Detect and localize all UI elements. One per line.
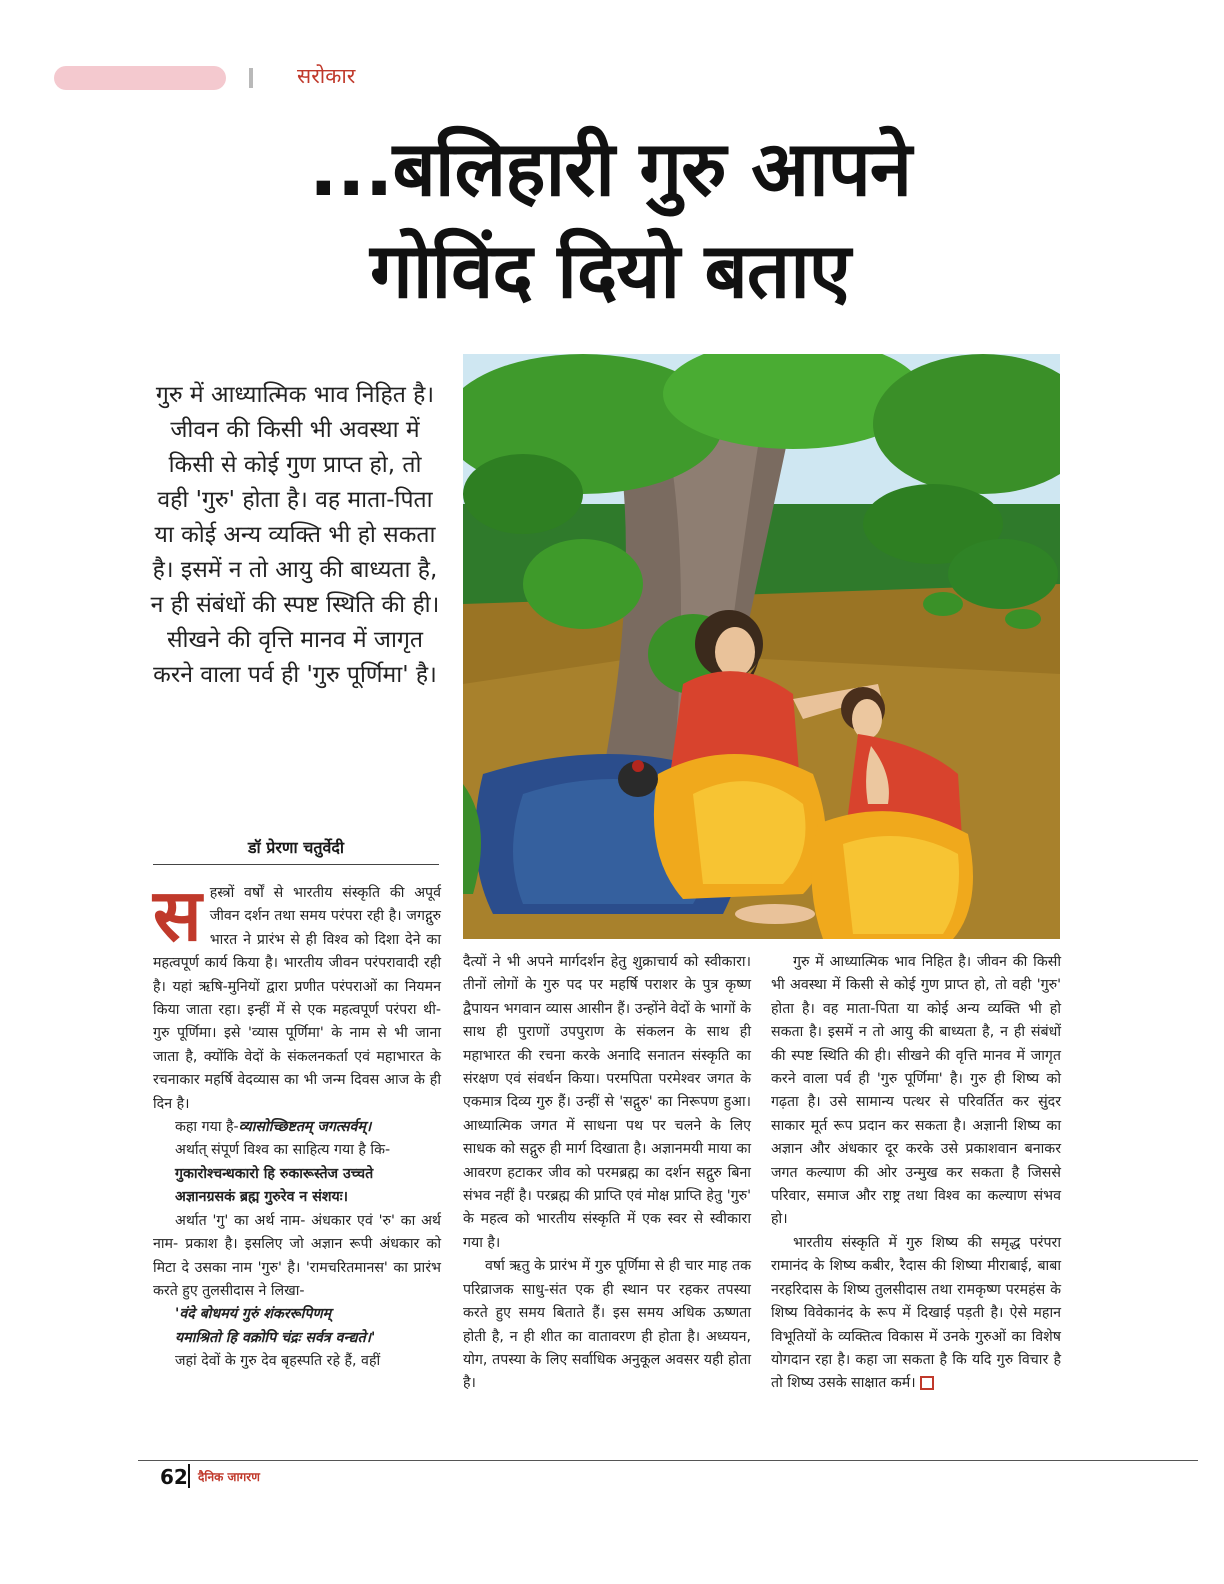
article-column-1: [153, 873, 441, 1374]
column2-paragraph-1: दैत्यों ने भी अपने मार्गदर्शन हेतु शुक्राचार्य को स्वीकारा। तीनों लोगों के गुरु पद पर महर्षि पराशर के पुत्र कृष्ण द्वैपायन भगवान व्यास आसीन हैं। उन्होंने वेदों के भागों के साथ ही पुराणों उपपुराण के संकलन के साथ ही महाभारत की रचना करके अनादि सनातन संस्कृति का संरक्षण एवं संवर्धन किया। परमपिता परमेश्वर जगत के एकमात्र दिव्य गुरु हैं। उन्हीं से 'सद्गुरु' का निरूपण हुआ। आध्यात्मिक जगत में साधना पथ पर चलने के लिए साधक को सद्गुरु ही मार्ग दिखाता है। अज्ञानमयी माया का आवरण हटाकर जीव को परमब्रह्म का दर्शन सद्गुरु बिना संभव नहीं है। परब्रह्म की प्राप्ति एवं मोक्ष प्राप्ति हेतु 'गुरु' के महत्व को भारतीय संस्कृति में एक स्वर से स्वीकारा गया है।: [463, 954, 751, 1251]
footer-rule: [138, 1460, 1198, 1461]
headline-line-1: ...बलिहारी गुरु आपने: [308, 124, 912, 213]
section-pill: [54, 66, 226, 90]
footer-divider: [188, 1464, 190, 1488]
end-mark-icon: [920, 1376, 934, 1390]
verse-line-1: गुकारोश्चन्धकारो हि रुकारूस्तेज उच्चते: [175, 1165, 374, 1182]
headline-line-2: गोविंद दियो बताए: [370, 226, 850, 315]
column1-paragraph-2: [153, 1116, 441, 1139]
quote-lead: कहा गया है-: [175, 1119, 239, 1136]
publication-logo: दैनिक जागरण: [198, 1470, 260, 1484]
verse-line-2: अज्ञानग्रसकं ब्रह्म गुरुरेव न संशयः।: [175, 1189, 348, 1206]
column1-paragraph-3: अर्थात् संपूर्ण विश्व का साहित्य गया है कि-: [175, 1142, 391, 1159]
column2-paragraph-2: वर्षा ऋतु के प्रारंभ में गुरु पूर्णिमा से ही चार माह तक परिव्राजक साधु-संत एक ही स्थान पर रहकर तपस्या करते हुए समय बिताते हैं। इस समय अधिक ऊष्णता होती है, न ही शीत का वातावरण ही होता है। अध्ययन, योग, तपस्या के लिए सर्वाधिक अनुकूल अवसर यही होता है।: [463, 1258, 751, 1392]
column3-paragraph-2: [771, 1232, 1061, 1396]
drop-cap: स: [153, 873, 202, 957]
column1-paragraph-1: हस्त्रों वर्षों से भारतीय संस्कृति की अपूर्व जीवन दर्शन तथा समय परंपरा रही है। जगद्गुरु भारत ने प्रारंभ से ही विश्व को दिशा देने का महत्वपूर्ण कार्य किया है। भारतीय जीवन परंपरावादी रही है। यहां ऋषि-मुनियों द्वारा प्रणीत परंपराओं का नियमन किया जाता रहा। इन्हीं में से एक महत्वपूर्ण परंपरा थी- गुरु पूर्णिमा। इसे 'व्यास पूर्णिमा' के नाम से भी जाना जाता है, क्योंकि वेदों के संकलनकर्ता एवं महाभारत के रचनाकार महर्षि वेदव्यास का भी जन्म दिवस आज के ही दिन है।: [153, 885, 441, 1112]
byline: डॉ प्रेरणा चतुर्वेदी: [153, 836, 439, 865]
column1-paragraph-4: अर्थात 'गु' का अर्थ नाम- अंधकार एवं 'रु' का अर्थ नाम- प्रकाश है। इसलिए जो अज्ञान रूपी अंधकार को मिटा दे उसका नाम 'गुरु' है। 'रामचरितमानस' का प्रारंभ करते हुए तुलसीदास ने लिखा-: [153, 1212, 441, 1299]
article-column-2: [463, 951, 751, 1396]
ramcharitmanas-quote-1: 'वंदे बोधमयं गुरुं शंकररूपिणम्: [175, 1306, 332, 1323]
column3-paragraph-1: गुरु में आध्यात्मिक भाव निहित है। जीवन की किसी भी अवस्था में किसी से कोई गुण प्राप्त हो, तो वही 'गुरु' होता है। वह माता-पिता या कोई अन्य व्यक्ति भी हो सकता है। इसमें न तो आयु की बाध्यता है, न ही संबंधों की स्पष्ट स्थिति की ही। सीखने की वृत्ति मानव में जागृत करने वाला पर्व ही 'गुरु पूर्णिमा' है। गुरु ही शिष्य को गढ़ता है। उसे सामान्य पत्थर से परिवर्तित कर सुंदर साकार मूर्त रूप प्रदान कर सकता है। अज्ञानी शिष्य का अज्ञान और अंधकार दूर करके उसे प्रकाशवान बनाकर जगत कल्याण की ओर उन्मुख कर सकता है जिससे परिवार, समाज और राष्ट्र तथा विश्व का कल्याण संभव हो।: [771, 954, 1061, 1228]
column3-paragraph-2-text: भारतीय संस्कृति में गुरु शिष्य की समृद्ध परंपरा रामानंद के शिष्य कबीर, रैदास की शिष्या मीराबाई, बाबा नरहरिदास के शिष्य तुलसीदास तथा रामकृष्ण परमहंस के शिष्य विवेकानंद के रूप में दिखाई पड़ती है। ऐसे महान विभूतियों के व्यक्तित्व विकास में उनके गुरुओं का विशेष योगदान रहा है। कहा जा सकता है कि यदि गुरु विचार है तो शिष्य उसके साक्षात कर्म।: [771, 1234, 1061, 1392]
headline: [200, 118, 1020, 322]
article-column-3: [771, 951, 1061, 1396]
intro-pullquote: गुरु में आध्यात्मिक भाव निहित है। जीवन की किसी भी अवस्था में किसी से कोई गुण प्राप्त हो, तो वही 'गुरु' होता है। वह माता-पिता या कोई अन्य व्यक्ति भी हो सकता है। इसमें न तो आयु की बाध्यता है, न ही संबंधों की स्पष्ट स्थिति की ही। सीखने की वृत्ति मानव में जागृत करने वाला पर्व ही 'गुरु पूर्णिमा' है।: [150, 382, 440, 688]
guru-disciple-illustration: [463, 354, 1060, 939]
header-divider: [249, 68, 253, 88]
column1-paragraph-5: जहां देवों के गुरु देव बृहस्पति रहे हैं, वहीं: [175, 1353, 381, 1370]
sanskrit-quote: व्यासोच्छिष्टतम् जगत्सर्वम्।: [238, 1119, 372, 1136]
page-number: 62: [160, 1465, 188, 1489]
section-label: सरोकार: [297, 64, 356, 88]
ramcharitmanas-quote-2: यमाश्रितो हि वक्रोपि चंद्रः सर्वत्र वन्द्यते।': [175, 1329, 376, 1346]
